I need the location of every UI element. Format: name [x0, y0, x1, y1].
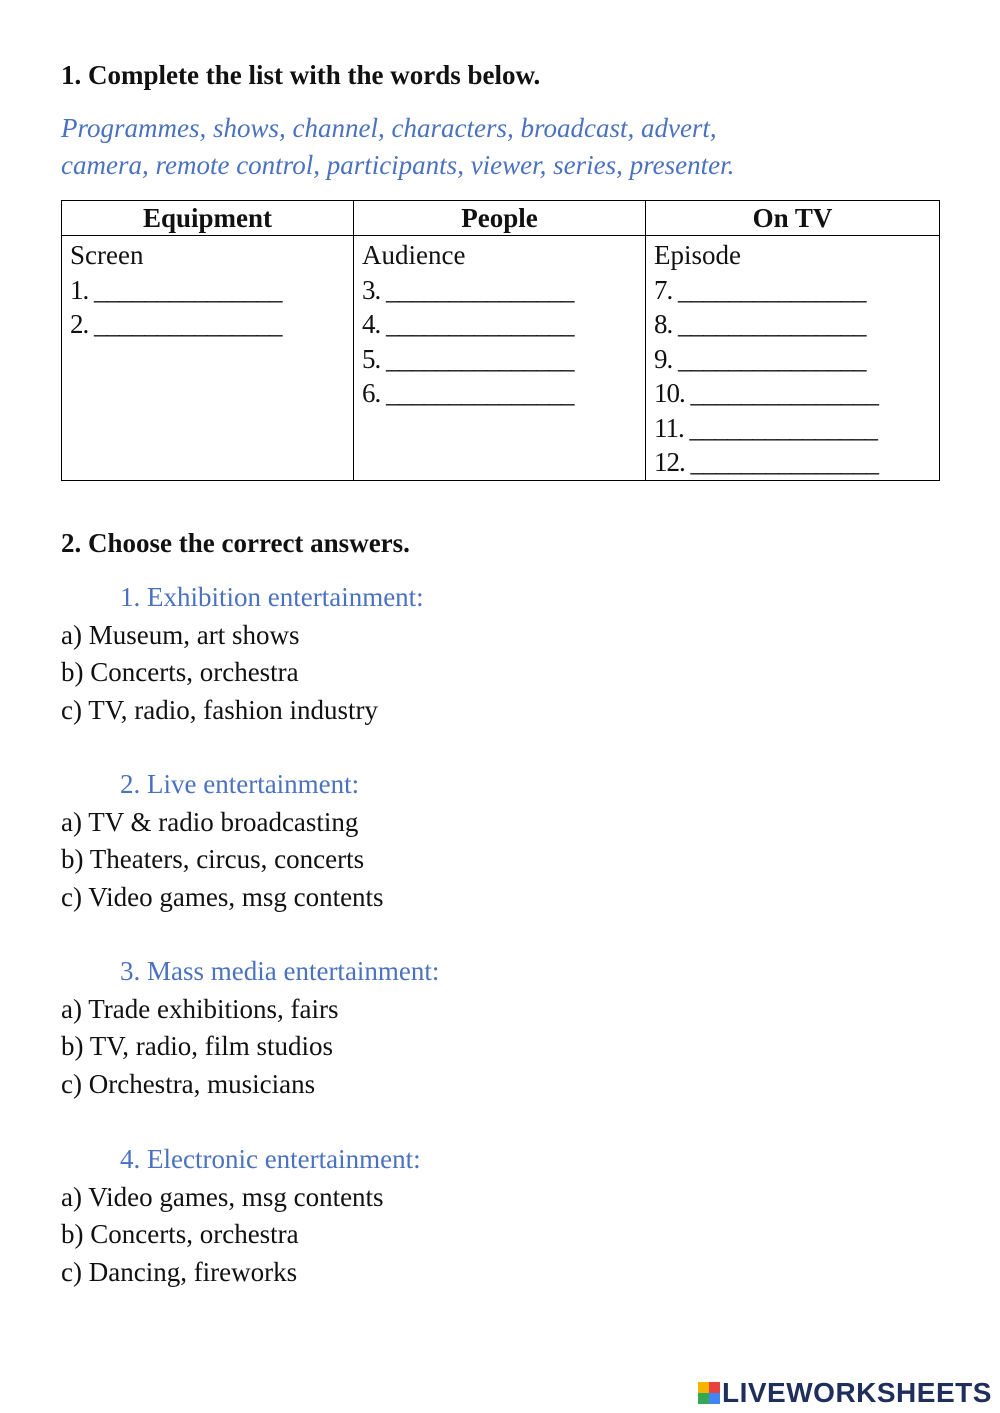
logo-square: [709, 1393, 720, 1404]
question-title: 3. Mass media entertainment:: [120, 956, 440, 986]
vocabulary-table: [61, 200, 940, 481]
column-people: [354, 236, 646, 481]
answer-blank-4[interactable]: 4. _______________: [362, 309, 574, 339]
header-on-tv: On TV: [646, 201, 940, 236]
on-tv-example: Episode: [654, 240, 741, 270]
question-title: 1. Exhibition entertainment:: [120, 582, 424, 612]
logo-text: LIVEWORKSHEETS: [722, 1377, 992, 1408]
word-bank-line: camera, remote control, participants, viewer, series, presenter.: [61, 150, 735, 180]
column-equipment: [62, 236, 354, 481]
answer-option[interactable]: a) Museum, art shows: [61, 619, 300, 650]
answer-blank-12[interactable]: 12. _______________: [654, 447, 878, 477]
header-equipment: Equipment: [62, 201, 354, 236]
word-bank: [61, 110, 734, 184]
answer-option[interactable]: c) Orchestra, musicians: [61, 1068, 316, 1099]
liveworksheets-logo[interactable]: [698, 1376, 992, 1410]
answer-blank-7[interactable]: 7. _______________: [654, 274, 866, 305]
section1-title: 1. Complete the list with the words below.: [61, 60, 541, 90]
question-2: [61, 766, 384, 916]
answer-option[interactable]: c) TV, radio, fashion industry: [61, 694, 378, 725]
logo-square: [698, 1393, 709, 1404]
section2-title: 2. Choose the correct answers.: [61, 528, 410, 558]
question-1: [61, 579, 424, 729]
answer-option[interactable]: a) Trade exhibitions, fairs: [61, 993, 339, 1024]
header-people: People: [354, 201, 646, 236]
answer-option[interactable]: b) Concerts, orchestra: [61, 1219, 299, 1249]
logo-square: [709, 1382, 720, 1393]
word-bank-line: Programmes, shows, channel, characters, broadcast, advert,: [61, 113, 717, 143]
question-3: [61, 953, 439, 1103]
people-example: Audience: [362, 240, 466, 270]
answer-option[interactable]: c) Video games, msg contents: [61, 881, 384, 912]
equipment-example: Screen: [70, 240, 144, 270]
answer-option[interactable]: a) TV & radio broadcasting: [61, 806, 359, 837]
answer-blank-5[interactable]: 5. _______________: [362, 343, 574, 374]
answer-option[interactable]: b) TV, radio, film studios: [61, 1031, 334, 1061]
answer-option[interactable]: b) Theaters, circus, concerts: [61, 844, 365, 874]
answer-option[interactable]: a) Video games, msg contents: [61, 1181, 384, 1212]
answer-blank-9[interactable]: 9. _______________: [654, 343, 866, 374]
column-on-tv: [646, 236, 940, 481]
answer-blank-2[interactable]: 2. _______________: [70, 309, 282, 339]
question-title: 2. Live entertainment:: [120, 769, 360, 799]
answer-blank-10[interactable]: 10. _______________: [654, 378, 878, 408]
answer-blank-3[interactable]: 3. _______________: [362, 274, 574, 305]
question-4: [61, 1141, 421, 1291]
question-title: 4. Electronic entertainment:: [120, 1144, 421, 1174]
liveworksheets-logo-icon: [698, 1382, 720, 1404]
answer-blank-11[interactable]: 11. _______________: [654, 412, 877, 443]
answer-option[interactable]: c) Dancing, fireworks: [61, 1256, 298, 1287]
answer-blank-1[interactable]: 1. _______________: [70, 274, 282, 305]
answer-blank-8[interactable]: 8. _______________: [654, 309, 866, 339]
answer-option[interactable]: b) Concerts, orchestra: [61, 657, 299, 687]
logo-square: [698, 1382, 709, 1393]
answer-blank-6[interactable]: 6. _______________: [362, 378, 574, 408]
